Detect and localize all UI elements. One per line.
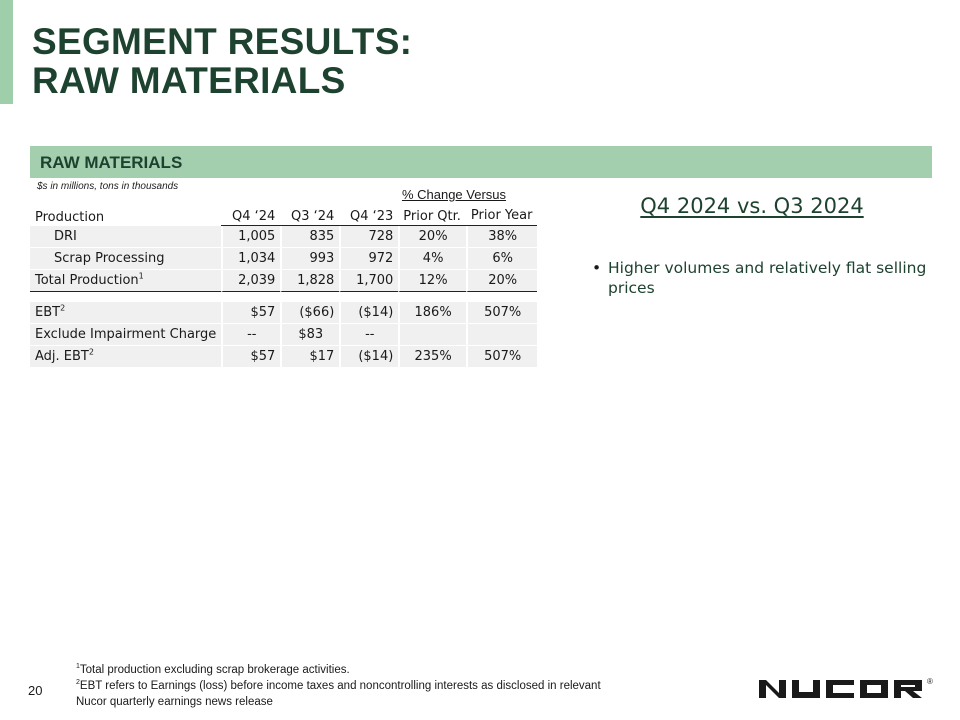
table-cell: 38% xyxy=(466,226,538,248)
table-cell: 6% xyxy=(466,248,538,270)
table-cell: $57 xyxy=(221,346,280,368)
registered-mark: ® xyxy=(927,677,933,686)
table-cell: 20% xyxy=(398,226,466,248)
footnote-marker: 2 xyxy=(88,347,94,357)
bullet-icon: • xyxy=(592,259,602,277)
table-cell: $83 xyxy=(280,324,339,346)
table-cell: 728 xyxy=(339,226,398,248)
slide-title-line-2: RAW MATERIALS xyxy=(32,60,346,101)
row-label-dri: DRI xyxy=(30,226,221,248)
table-cell: 1,828 xyxy=(280,270,339,292)
table-cell: ($66) xyxy=(280,302,339,324)
slide-title-line-1: SEGMENT RESULTS: xyxy=(32,21,413,62)
table-cell: 2,039 xyxy=(221,270,280,292)
footnote-marker: 2 xyxy=(60,303,66,313)
bullet-text: Higher volumes and relatively flat selling prices xyxy=(608,259,927,297)
table-cell: 507% xyxy=(466,302,538,324)
footnote-marker: 1 xyxy=(138,271,144,281)
table-cell: 972 xyxy=(339,248,398,270)
footnote-2 xyxy=(76,678,601,694)
table-cell: 12% xyxy=(398,270,466,292)
results-table xyxy=(30,204,537,368)
table-header-row xyxy=(30,204,537,226)
logo-letter-u xyxy=(792,680,820,698)
row-label-scrap-processing: Scrap Processing xyxy=(30,248,221,270)
table-cell xyxy=(398,324,466,346)
table-cell: -- xyxy=(339,324,398,346)
logo-letter-n xyxy=(759,680,786,698)
logo-letter-c xyxy=(826,680,854,698)
table-cell: 4% xyxy=(398,248,466,270)
table-cell: 1,005 xyxy=(221,226,280,248)
page-number: 20 xyxy=(28,683,43,698)
footnotes xyxy=(76,662,601,710)
column-header-production: Production xyxy=(35,210,105,225)
table-cell: 507% xyxy=(466,346,538,368)
table-row xyxy=(30,270,537,292)
table-cell: 235% xyxy=(398,346,466,368)
logo-letter-r xyxy=(894,680,922,698)
section-header-band xyxy=(30,146,932,178)
footnote-marker: 2 xyxy=(76,679,80,687)
logo-lettering xyxy=(759,680,922,698)
table-cell: 186% xyxy=(398,302,466,324)
title-accent-bar xyxy=(0,0,13,104)
table-cell: 1,034 xyxy=(221,248,280,270)
table-row xyxy=(30,346,537,368)
logo-letter-o xyxy=(860,680,888,698)
row-label-text: EBT xyxy=(35,305,61,320)
footnote-text: EBT refers to Earnings (loss) before income taxes and noncontrolling interests as disclosed in relevant xyxy=(79,680,601,692)
row-label-total-production xyxy=(30,270,221,292)
footnote-marker: 1 xyxy=(76,663,80,671)
column-header-prior-year: Prior Year xyxy=(466,204,538,226)
row-label-exclude-impairment: Exclude Impairment Charge xyxy=(30,324,221,346)
row-label-text: Adj. EBT xyxy=(35,349,89,364)
slide-title xyxy=(32,22,412,100)
table-cell: $57 xyxy=(221,302,280,324)
table-cell: 1,700 xyxy=(339,270,398,292)
section-header-label: RAW MATERIALS xyxy=(40,153,183,172)
table-cell: 993 xyxy=(280,248,339,270)
units-note: $s in millions, tons in thousands xyxy=(37,181,179,192)
commentary-bullets xyxy=(592,258,932,298)
column-header-q4-23: Q4 ‘23 xyxy=(339,204,398,226)
table-cell: $17 xyxy=(280,346,339,368)
footnote-2-continued: Nucor quarterly earnings news release xyxy=(76,696,273,708)
table-cell xyxy=(466,324,538,346)
table-row xyxy=(30,302,537,324)
table-cell: -- xyxy=(221,324,280,346)
column-header-prior-qtr: Prior Qtr. xyxy=(398,204,466,226)
table-cell: 835 xyxy=(280,226,339,248)
list-item xyxy=(592,258,932,298)
table-cell: ($14) xyxy=(339,346,398,368)
pct-change-header: % Change Versus xyxy=(401,187,507,202)
table-row xyxy=(30,324,537,346)
table-row xyxy=(30,248,537,270)
table-cell: 20% xyxy=(466,270,538,292)
row-label-adj-ebt xyxy=(30,346,221,368)
spacer-cell xyxy=(30,292,537,302)
footnote-1 xyxy=(76,662,601,678)
table-row xyxy=(30,226,537,248)
column-header-q3-24: Q3 ‘24 xyxy=(280,204,339,226)
nucor-logo xyxy=(757,676,935,702)
comparison-heading: Q4 2024 vs. Q3 2024 xyxy=(640,194,864,218)
table-spacer-row xyxy=(30,292,537,302)
row-label-ebt xyxy=(30,302,221,324)
footnote-text: Total production excluding scrap brokerage activities. xyxy=(79,664,350,676)
column-header-q4-24: Q4 ‘24 xyxy=(221,204,280,226)
table-cell: ($14) xyxy=(339,302,398,324)
row-label-text: Total Production xyxy=(35,273,139,288)
